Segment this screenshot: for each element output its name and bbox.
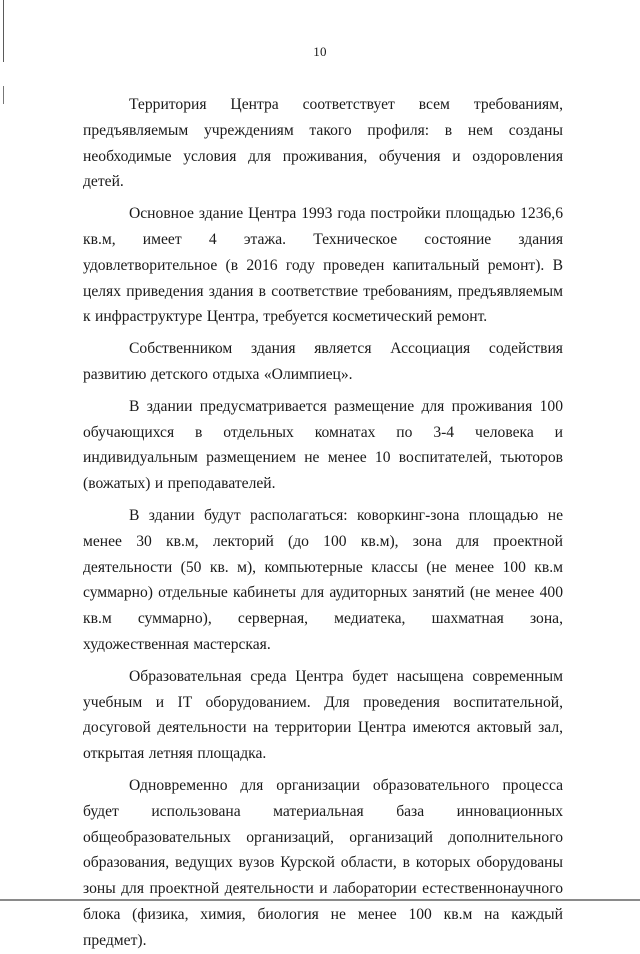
- page-number: 10: [313, 44, 327, 59]
- paragraph-accommodation: В здании предусматривается размещение для проживания 100 обучающихся в отдельных комнатах по 3-4 человека и индивидуальным размещением не менее 10 воспитателей, тьюторов (вожатых) и преподавателей.: [83, 397, 563, 493]
- paragraph-partner-base: Одновременно для организации образовательного процесса будет использована материальная база инновационных общеобразовательных организаций, организаций дополнительного образования, ведущих вузов Курской области, в которых оборудованы зоны для проектной деятельности и лаборатории естественнонаучного блока (физика, химия, биология не менее 100 кв.м на каждый предмет).: [83, 776, 563, 949]
- paragraph-premises: В здании будут располагаться: коворкинг-зона площадью не менее 30 кв.м, лекторий (до 100 кв.м), зона для проектной деятельности (50 кв. м), компьютерные классы (не менее 100 кв.м суммарно) отдельные кабинеты для аудиторных занятий (не менее 400 кв.м суммарно), серверная, медиатека, шахматная зона, художественная мастерская.: [83, 506, 563, 653]
- paragraph-owner: Собственником здания является Ассоциация содействия развитию детского отдыха «Олимпиец».: [83, 340, 563, 383]
- paragraph-main-building: Основное здание Центра 1993 года постройки площадью 1236,6 кв.м, имеет 4 этажа. Техническое состояние здания удовлетворительное (в 2016 году проведен капитальный ремонт). В целях приведения здания в соответствие требованиям, предъявляемым к инфраструктуре Центра, требуется косметический ремонт.: [83, 205, 563, 326]
- paragraph-equipment: Образовательная среда Центра будет насыщена современным учебным и IT оборудованием. Для проведения воспитательной, досуговой деятельности на территории Центра имеются актовый зал, открытая летняя площадка.: [83, 667, 563, 763]
- scan-bottom-edge: [0, 899, 640, 901]
- paragraph-territory: Территория Центра соответствует всем требованиям, предъявляемым учреждениям такого профиля: в нем созданы необходимые условия для проживания, обучения и оздоровления детей.: [83, 96, 563, 191]
- document-body: [83, 92, 563, 954]
- scan-edge-mark: [3, 86, 4, 104]
